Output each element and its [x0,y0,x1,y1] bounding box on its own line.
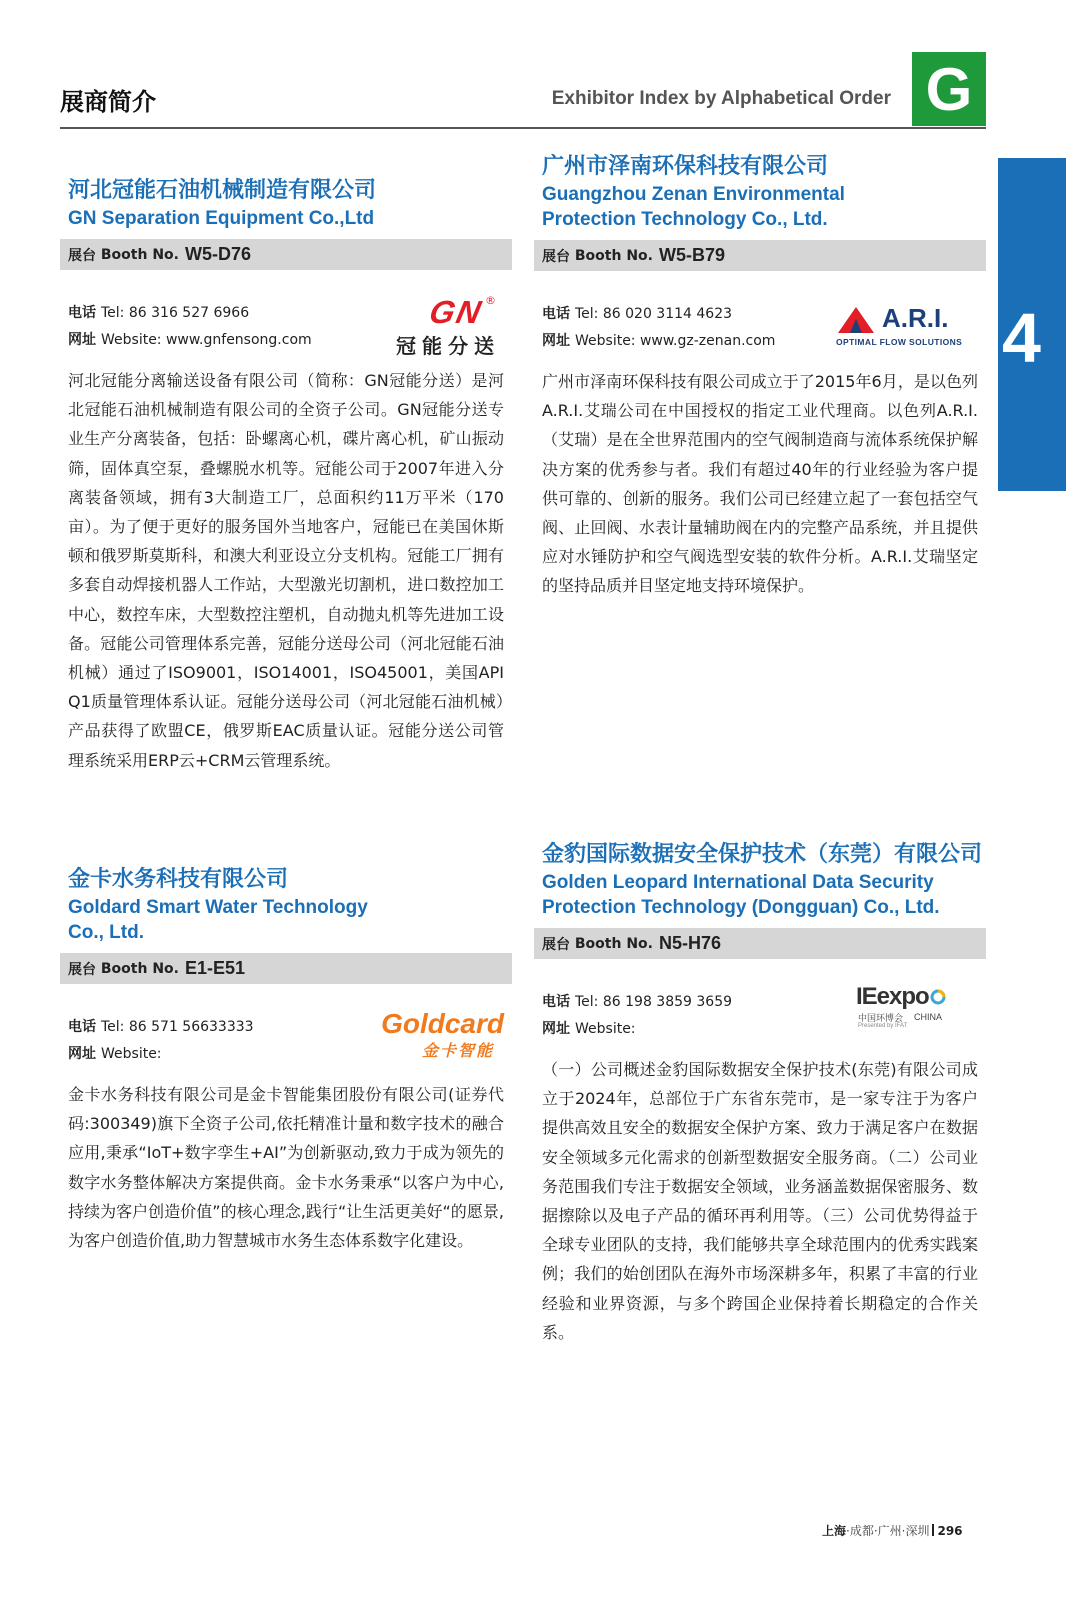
booth-number: E1-E51 [184,958,246,978]
website-link[interactable]: www.gnfensong.com [165,332,312,348]
goldcard-logo-sub: 金卡智能 [421,1041,494,1060]
web-label-cn: 网址 [68,332,96,348]
contact-block [534,983,986,1043]
tel-label-cn: 电话 [542,306,570,322]
web-label-en: Website: [575,333,636,349]
web-label-cn: 网址 [68,1046,96,1062]
booth-label-en: Booth No. [100,246,179,263]
ari-drop-icon [836,305,876,335]
booth-label-cn: 展台 [68,247,96,264]
header-divider [60,127,986,129]
ari-logo-mark: A.R.I. [882,303,949,333]
booth-number: N5-H76 [658,933,721,953]
tel-value: 86 020 3114 4623 [602,306,733,322]
section-side-tab [998,158,1066,491]
ieexpo-logo [856,983,956,1033]
goldcard-logo [364,1008,504,1060]
company-name-en: Golden Leopard International Data Security Protection Technology (Dongguan) Co., Ltd. [542,872,940,918]
tel-value: 86 198 3859 3659 [602,994,733,1010]
website-link[interactable]: www.gz-zenan.com [639,333,776,349]
exhibitor-entry-goldcard [60,865,512,1255]
company-description: 广州市泽南环保科技有限公司成立于了2015年6月，是以色列A.R.I.艾瑞公司在中国授权的指定工业代理商。以色列A.R.I.（艾瑞）是在全世界范围内的空气阀制造商与流体系统保护解决方案的优秀参与者。我们有超过40年的行业经验为客户提供可靠的、创新的服务。我们公司已经建立起了一套包括空气阀、止回阀、水表计量辅助阀在内的完整产品系统，并且提供应对水锤防护和空气阀选型安装的软件分析。A.R.I.艾瑞坚定的坚持品质并目坚定地支持环境保护。 [542,372,978,596]
tel-value: 86 316 527 6966 [128,305,250,321]
goldcard-logo-mark: Goldcard [381,1008,504,1039]
booth-number: W5-B79 [658,245,725,265]
footer-city-primary: 上海 [822,1524,847,1538]
ieexpo-logo-mark: IEexpo [856,983,929,1010]
gn-logo-mark: GN [426,294,486,330]
tel-label-cn: 电话 [68,305,96,321]
ieexpo-logo-sub: 中国环博会 [858,1014,904,1024]
exhibitor-entry-gn [60,176,512,775]
page-number: 296 [937,1524,963,1538]
web-label-en: Website: [575,1021,636,1037]
booth-label-cn: 展台 [542,936,570,953]
footer-divider [932,1524,934,1536]
exhibitor-entry-golden-leopard [534,840,986,1347]
web-label-cn: 网址 [542,333,570,349]
company-name-en: Goldard Smart Water Technology Co., Ltd. [68,897,368,943]
footer-cities: ·成都·广州·深圳 [846,1524,930,1538]
company-name-cn: 广州市泽南环保科技有限公司 [542,154,829,179]
contact-block [60,294,512,358]
contact-block [60,1008,512,1068]
company-name-cn: 金豹国际数据安全保护技术（东莞）有限公司 [542,842,983,867]
web-label-en: Website: [101,332,162,348]
company-description: 河北冠能分离输送设备有限公司（简称：GN冠能分送）是河北冠能石油机械制造有限公司的全资子公司。GN冠能分送专业生产分离装备，包括：卧螺离心机，碟片离心机，矿山振动筛，固体真空泵，叠螺脱水机等。冠能公司于2007年进入分离装备领域，拥有3大制造工厂，总面积约11万平米（170亩）。为了便于更好的服务国外当地客户，冠能已在美国休斯顿和俄罗斯莫斯科，和澳大利亚设立分支机构。冠能工厂拥有多套自动焊接机器人工作站，大型激光切割机，进口数控加工中心，数控车床，大型数控注塑机，自动抛丸机等先进加工设备。冠能公司管理体系完善，冠能分送母公司（河北冠能石油机械）通过了ISO9001，ISO14001，ISO45001，美国API Q1质量管理体系认证。冠能分送母公司（河北冠能石油机械）产品获得了欧盟CE，俄罗斯EAC质量认证。冠能分送公司管理系统采用ERP云+CRM云管理系统。 [68,371,504,770]
booth-label-en: Booth No. [574,935,653,952]
company-name-en: GN Separation Equipment Co.,Ltd [68,208,375,229]
company-name-en: Guangzhou Zenan Environmental Protection Technology Co., Ltd. [542,184,845,230]
booth-bar [534,928,986,959]
ieexpo-logo-tag: CHINA [914,1012,943,1022]
ieexpo-ring-icon [930,989,946,1005]
booth-bar [60,953,512,984]
ieexpo-logo-small: Presented by IFAT [858,1023,908,1029]
gn-logo-reg: ® [485,294,496,307]
tel-value: 86 571 56633333 [128,1019,254,1035]
company-description: （一）公司概述金豹国际数据安全保护技术(东莞)有限公司成立于2024年，总部位于广东省东莞市，是一家专注于为客户提供高效且安全的数据安全保护方案、致力于满足客户在数据安全领域多元化需求的创新型数据安全服务商。（二）公司业务范围我们专注于数据安全领域，业务涵盖数据保密服务、数据擦除以及电子产品的循环再利用等。（三）公司优势得益于全球专业团队的支持，我们能够共享全球范围内的优秀实践案例；我们的始创团队在海外市场深耕多年，积累了丰富的行业经验和业界资源，与多个跨国企业保持着长期稳定的合作关系。 [542,1060,978,1342]
booth-number: W5-D76 [184,244,251,264]
page-title: 展商简介 [60,88,156,116]
tel-label-en: Tel: [575,306,599,322]
company-description: 金卡水务科技有限公司是金卡智能集团股份有限公司(证券代码:300349)旗下全资子公司,依托精准计量和数字技术的融合应用,秉承“IoT+数字孪生+AI”为创新驱动,致力于成为领先的数字水务整体解决方案提供商。金卡水务秉承“以客户为中心,持续为客户创造价值”的核心理念,践行“让生活更美好“的愿景,为客户创造价值,助力智慧城市水务生态体系数字化建设。 [68,1085,504,1251]
tel-label-en: Tel: [575,994,599,1010]
company-name-cn: 金卡水务科技有限公司 [68,867,289,892]
tel-label-cn: 电话 [542,994,570,1010]
gn-logo [374,294,504,356]
booth-label-cn: 展台 [542,248,570,265]
exhibitor-entry-zenan [534,152,986,601]
page-footer [822,1522,963,1539]
booth-bar [534,240,986,271]
ari-logo [836,301,978,353]
booth-label-en: Booth No. [574,247,653,264]
alphabet-letter-tab: G [912,52,986,126]
ari-logo-sub: OPTIMAL FLOW SOLUTIONS [836,337,963,347]
tel-label-en: Tel: [101,305,125,321]
booth-label-en: Booth No. [100,960,179,977]
page-subtitle: Exhibitor Index by Alphabetical Order [551,88,891,109]
tel-label-en: Tel: [101,1019,125,1035]
booth-bar [60,239,512,270]
tel-label-cn: 电话 [68,1019,96,1035]
section-number: 4 [1002,299,1041,377]
gn-logo-sub: 冠能分送 [396,334,500,358]
booth-label-cn: 展台 [68,961,96,978]
contact-block [534,301,986,355]
company-name-cn: 河北冠能石油机械制造有限公司 [68,178,377,203]
web-label-en: Website: [101,1046,162,1062]
web-label-cn: 网址 [542,1021,570,1037]
